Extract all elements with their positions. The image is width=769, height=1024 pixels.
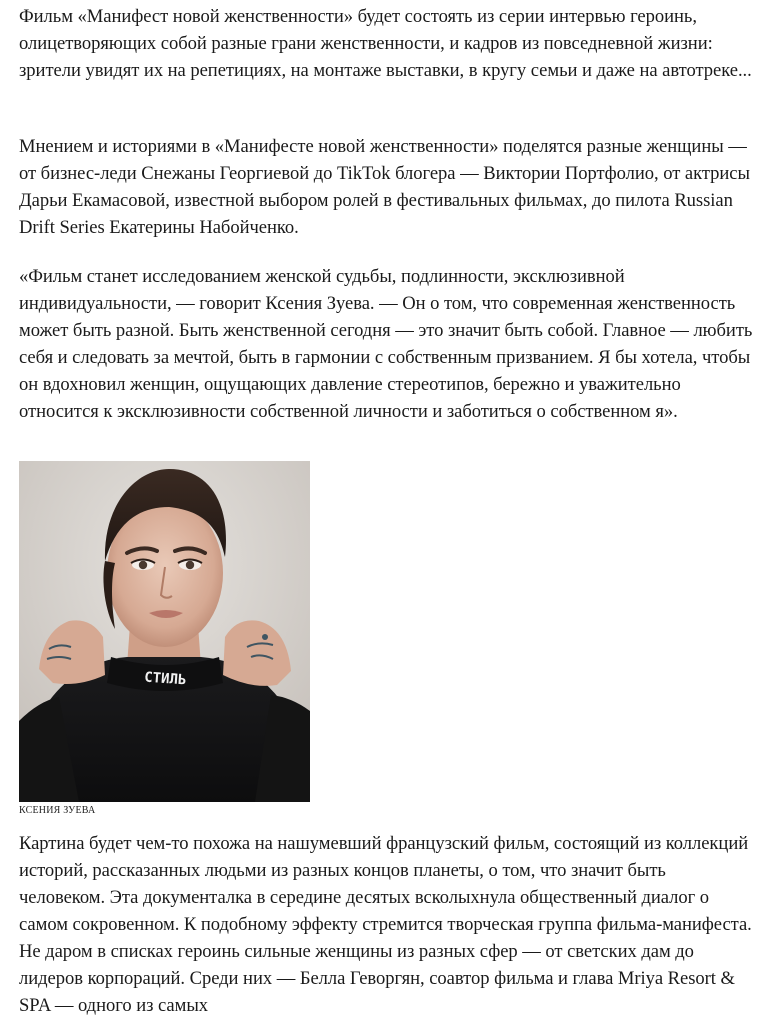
portrait-photo: [19, 461, 310, 802]
paragraph-1: Фильм «Манифест новой женственности» будет состоять из серии интервью героинь, олицетворяющих собой разные грани женственности, и кадров из повседневной жизни: зрители увидят их на репетициях, на монтаже выставки, в кругу семьи и даже на автотреке...: [19, 6, 752, 81]
paragraph-4: Картина будет чем-то похожа на нашумевший французский фильм, состоящий из коллекций историй, рассказанных людьми из разных концов планеты, о том, что значит быть человеком. Эта документалка в середине десятых всколыхнула общественный диалог о самом сокровенном. К подобному эффекту стремится творческая группа фильма-манифеста. Не даром в списках героинь сильные женщины из разных сфер — от светских дам до лидеров корпораций. Среди них — Белла Геворгян, соавтор фильма и глава Mriya Resort & SPA — одного из самых: [19, 833, 752, 1016]
portrait-illustration: [19, 461, 310, 802]
paragraph-2: Мнением и историями в «Манифесте новой женственности» поделятся разные женщины — от бизнес-леди Снежаны Георгиевой до TikTok блогера — Виктории Портфолио, от актрисы Дарьи Екамасовой, известной выбором ролей в фестивальных фильмах, до пилота Russian Drift Series Екатерины Набойченко.: [19, 136, 750, 238]
shirt-text: СТИЛЬ: [143, 669, 187, 689]
paragraph-3: «Фильм станет исследованием женской судьбы, подлинности, эксклюзивной индивидуальности, — говорит Ксения Зуева. — Он о том, что современная женственность может быть разной. Быть женственной сегодня — это значит быть собой. Главное — любить себя и следовать за мечтой, быть в гармонии с собственным призванием. Я бы хотела, чтобы он вдохновил женщин, ощущающих давление стереотипов, бережно и уважительно относится к эксклюзивности собственной личности и заботиться о собственном я».: [19, 266, 753, 422]
article-figure: [19, 461, 310, 817]
photo-caption: КСЕНИЯ ЗУЕВА: [19, 805, 96, 816]
